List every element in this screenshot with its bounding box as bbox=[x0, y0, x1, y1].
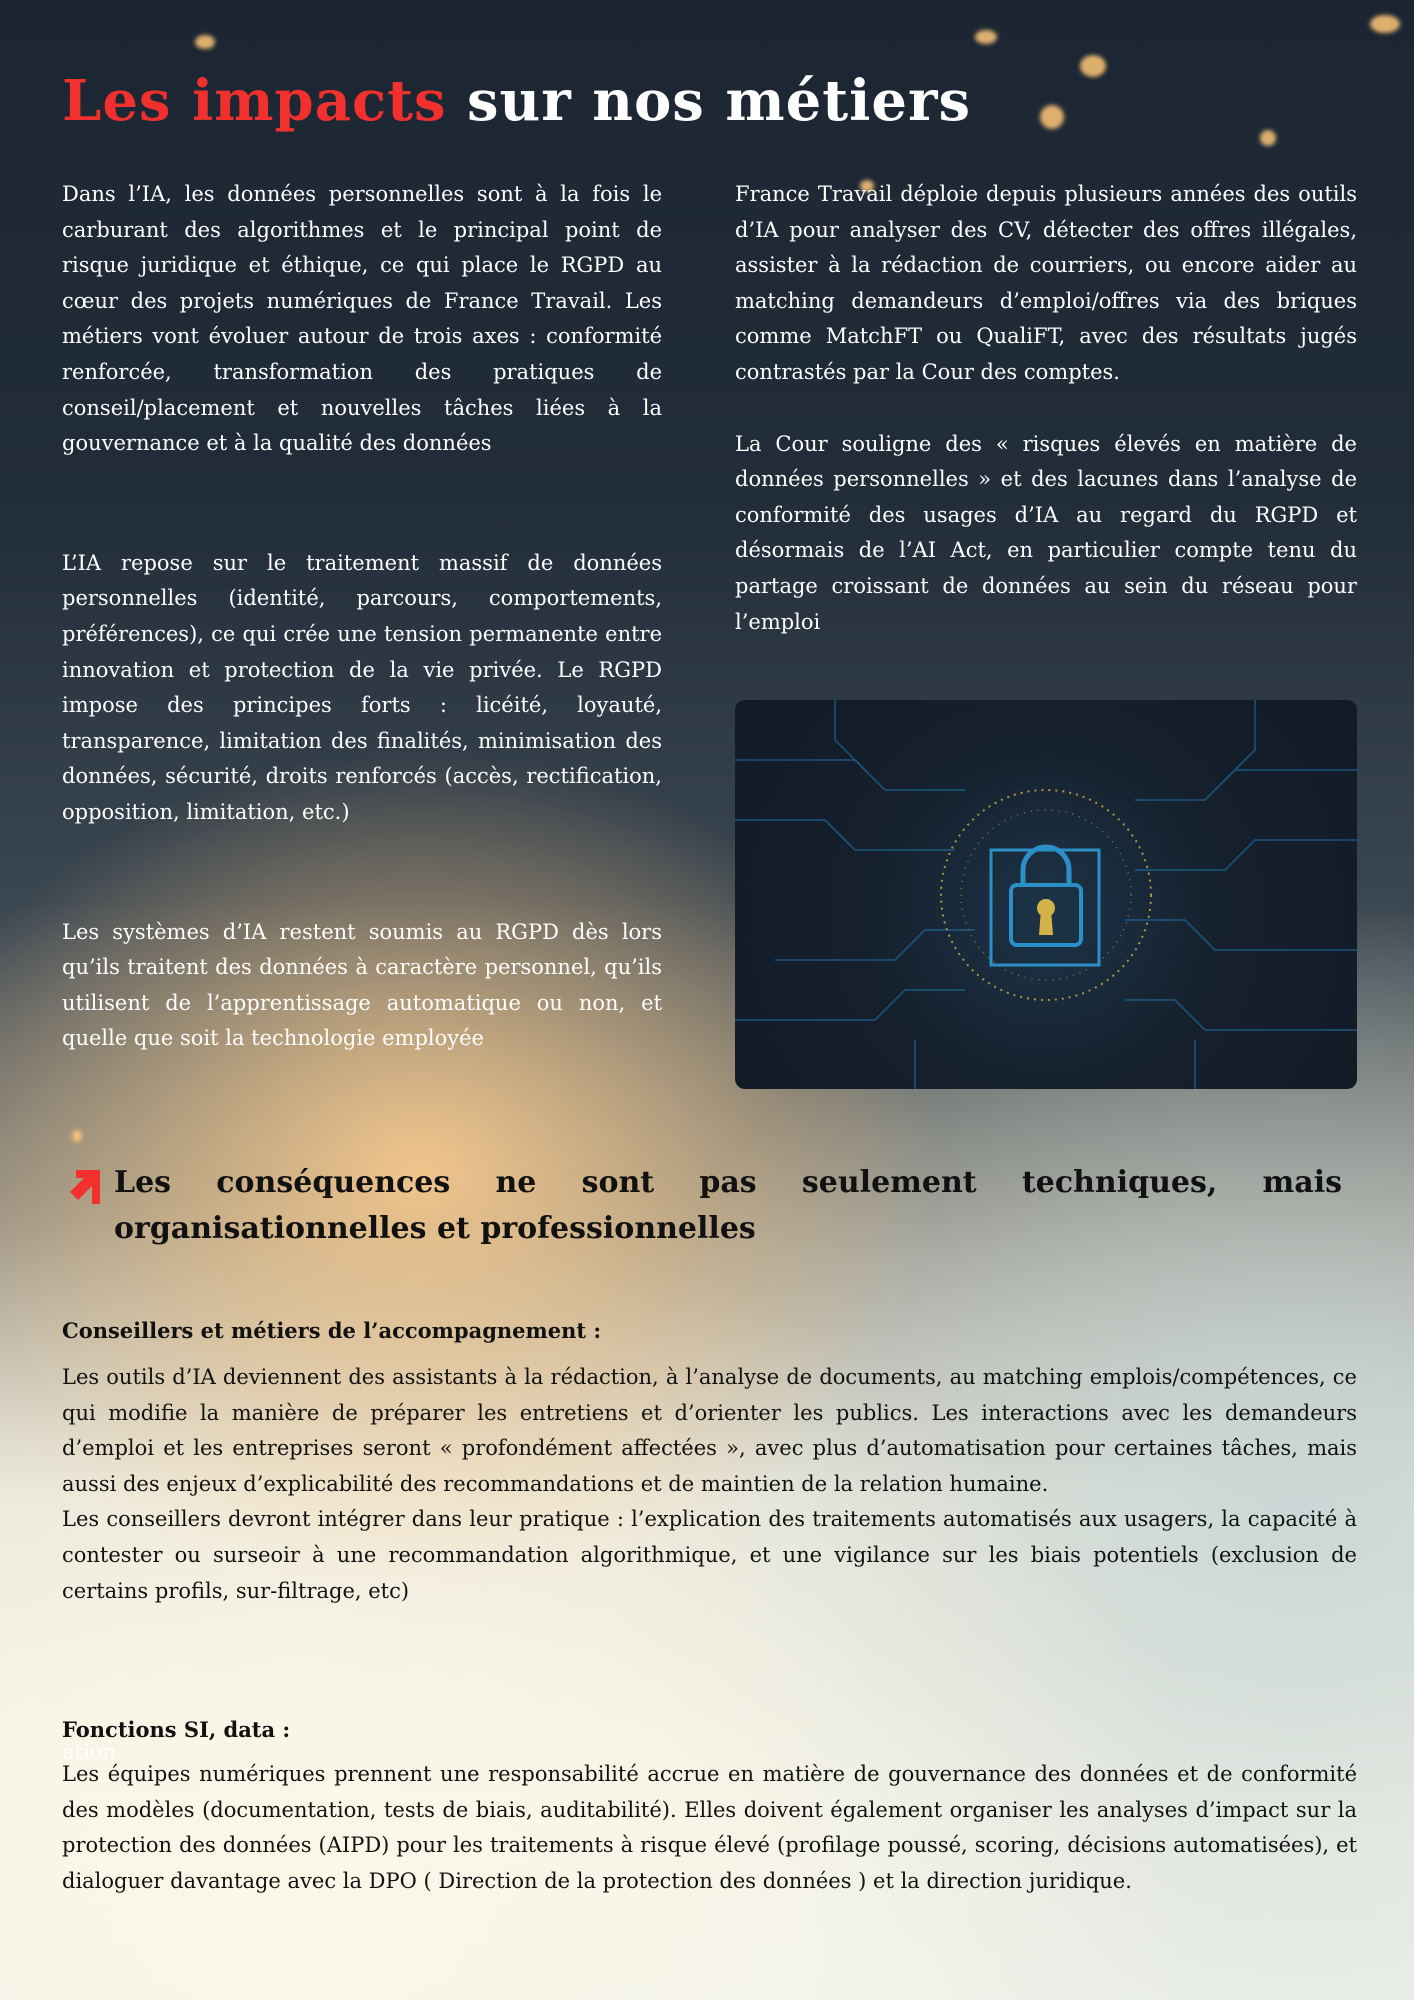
bokeh-light bbox=[1080, 55, 1106, 77]
ghost-text: ation bbox=[62, 1740, 116, 1764]
page-title bbox=[62, 68, 971, 134]
paragraph: Les conseillers devront intégrer dans leur pratique : l’explication des traitements automatisés aux usagers, la capacité à contester ou surseoir à une recommandation algorithmique, et une vigilance sur les biais potentiels (exclusion de certains profils, sur-filtrage, etc) bbox=[62, 1507, 1357, 1603]
bokeh-light bbox=[1370, 15, 1400, 33]
section-heading-text: Les conséquences ne sont pas seulement techniques, mais organisationnelles et professionnelles bbox=[114, 1165, 1342, 1246]
paragraph: Les systèmes d’IA restent soumis au RGPD dès lors qu’ils traitent des données à caractère personnel, qu’ils utilisent de l’apprentissage automatique ou non, et quelle que soit la technologie employée bbox=[62, 919, 662, 1051]
left-column bbox=[62, 177, 662, 1105]
paragraph: France Travail déploie depuis plusieurs années des outils d’IA pour analyser des CV, détecter des offres illégales, assister à la rédaction de courriers, ou encore aider au matching demandeurs d’emploi/offres via des briques comme MatchFT ou QualiFT, avec des résultats jugés contrastés par la Cour des comptes. bbox=[735, 182, 1357, 384]
title-rest: sur nos métiers bbox=[446, 68, 972, 134]
bokeh-light bbox=[1260, 130, 1276, 146]
paragraph: Dans l’IA, les données personnelles sont à la fois le carburant des algorithmes et le principal point de risque juridique et éthique, ce qui place le RGPD au cœur des projets numériques de France Travail. Les métiers vont évoluer autour de trois axes : conformité renforcée, transformation des pratiques de conseil/placement et nouvelles tâches liées à la gouvernance et à la qualité des données bbox=[62, 182, 662, 456]
advisors-heading: Conseillers et métiers de l’accompagnement : bbox=[62, 1318, 602, 1343]
arrow-up-right-icon bbox=[66, 1170, 100, 1204]
bokeh-light bbox=[195, 35, 215, 49]
cyber-security-lock-image bbox=[735, 700, 1357, 1089]
paragraph: La Cour souligne des « risques élevés en matière de données personnelles » et des lacunes dans l’analyse de conformité des usages d’IA au regard du RGPD et désormais de l’AI Act, en particulier compte tenu du partage croissant de données au sein du réseau pour l’emploi bbox=[735, 431, 1357, 634]
padlock-circuit-icon bbox=[735, 700, 1357, 1089]
it-body bbox=[62, 1757, 1357, 1899]
paragraph: Les équipes numériques prennent une responsabilité accrue en matière de gouvernance des données et de conformité des modèles (documentation, tests de biais, auditabilité). Elles doivent également organiser les analyses d’impact sur la protection des données (AIPD) pour les traitements à risque élevé (profilage poussé, scoring, décisions automatisées), et dialoguer davantage avec la DPO ( Direction de la protection des données ) et la direction juridique. bbox=[62, 1762, 1357, 1893]
bokeh-light bbox=[975, 30, 997, 44]
title-accent: Les impacts bbox=[62, 68, 447, 134]
right-column bbox=[735, 177, 1357, 688]
paragraph: Les outils d’IA deviennent des assistants à la rédaction, à l’analyse de documents, au matching emplois/compétences, ce qui modifie la manière de préparer les entretiens et d’orienter les publics. Les interactions avec les demandeurs d’emploi et les entreprises seront « profondément affectées », avec plus d’automatisation pour certaines tâches, mais aussi des enjeux d’explicabilité des recommandations et de maintien de la relation humaine. bbox=[62, 1365, 1357, 1496]
bokeh-light bbox=[1040, 105, 1064, 129]
advisors-body bbox=[62, 1360, 1357, 1609]
it-heading: Fonctions SI, data : bbox=[62, 1717, 291, 1742]
bokeh-light bbox=[72, 1130, 82, 1142]
paragraph: L’IA repose sur le traitement massif de données personnelles (identité, parcours, comportements, préférences), ce qui crée une tension permanente entre innovation et protection de la vie privée. Le RGPD impose des principes forts : licéité, loyauté, transparence, limitation des finalités, minimisation des données, sécurité, droits renforcés (accès, rectification, opposition, limitation, etc.) bbox=[62, 550, 662, 824]
section-heading bbox=[62, 1160, 1342, 1252]
